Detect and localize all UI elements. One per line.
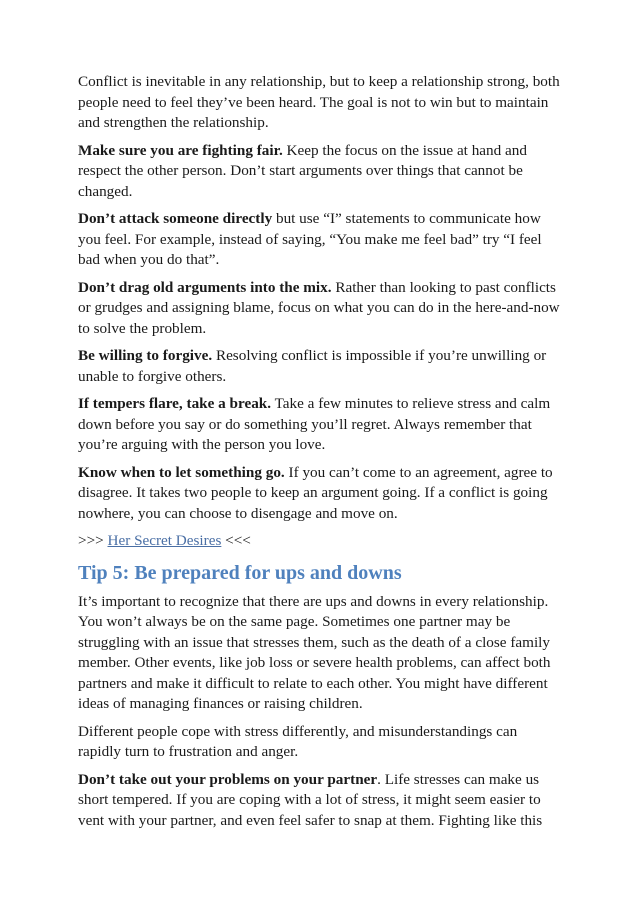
document-page: [78, 72, 560, 838]
tip-lead: Don’t drag old arguments into the mix.: [78, 278, 332, 296]
promo-line: [78, 531, 560, 552]
tip-let-go: [78, 463, 560, 525]
tip-lead: Know when to let something go.: [78, 463, 285, 481]
paragraph-lead: Don’t take out your problems on your partner: [78, 770, 378, 788]
tip-no-old-arguments: [78, 278, 560, 340]
tip-no-direct-attack: [78, 209, 560, 271]
section-paragraph-2: Different people cope with stress differently, and misunderstandings can rapidly turn to frustration and anger.: [78, 722, 518, 760]
intro-paragraph: Conflict is inevitable in any relationship, but to keep a relationship strong, both people need to feel they’ve been heard. The goal is not to win but to maintain and strengthen the relationship.: [78, 73, 560, 131]
section-paragraph-3: [78, 770, 560, 832]
promo-link[interactable]: Her Secret Desires: [107, 532, 222, 549]
promo-prefix: >>>: [78, 532, 108, 549]
paragraph-body: . Life stresses can make us short tempered. If you are coping with a lot of stress, it might seem easier to vent with your partner, and even feel safer to snap at them. Fighting like this: [78, 770, 543, 829]
tip-body: If you can’t come to an agreement, agree to disagree. It takes two people to keep an argument going. If a conflict is going nowhere, you can choose to disengage and move on.: [78, 463, 553, 522]
tip-forgive: [78, 346, 560, 387]
tip-body: Rather than looking to past conflicts or grudges and assigning blame, focus on what you can do in the here-and-now to solve the problem.: [78, 278, 560, 337]
tip-take-break: [78, 394, 560, 456]
tip-body: but use “I” statements to communicate how you feel. For example, instead of saying, “You make me feel bad” try “I feel bad when you do that”.: [78, 210, 542, 268]
tip-lead: Make sure you are fighting fair.: [78, 141, 283, 159]
tip-lead: If tempers flare, take a break.: [78, 395, 272, 412]
section-paragraph-1: It’s important to recognize that there are ups and downs in every relationship. You won’t always be on the same page. Sometimes one partner may be struggling with an issue that stresses them, such as the death of a close family member. Other events, like job loss or severe health problems, can affect both partners and make it difficult to relate to each other. You might have different ideas of managing finances or raising children.: [78, 592, 551, 712]
tip-lead: Don’t attack someone directly: [78, 210, 273, 227]
tip-fight-fair: [78, 141, 560, 203]
tip-body: Resolving conflict is impossible if you’re unwilling or unable to forgive others.: [78, 347, 547, 385]
tip-body: Keep the focus on the issue at hand and respect the other person. Don’t start arguments over things that cannot be changed.: [78, 141, 527, 200]
section-heading: Tip 5: Be prepared for ups and downs: [78, 561, 402, 584]
promo-suffix: <<<: [221, 532, 251, 549]
tip-lead: Be willing to forgive.: [78, 347, 213, 364]
tip-body: Take a few minutes to relieve stress and calm down before you say or do something you’ll regret. Always remember that you’re arguing with the person you love.: [78, 395, 551, 453]
